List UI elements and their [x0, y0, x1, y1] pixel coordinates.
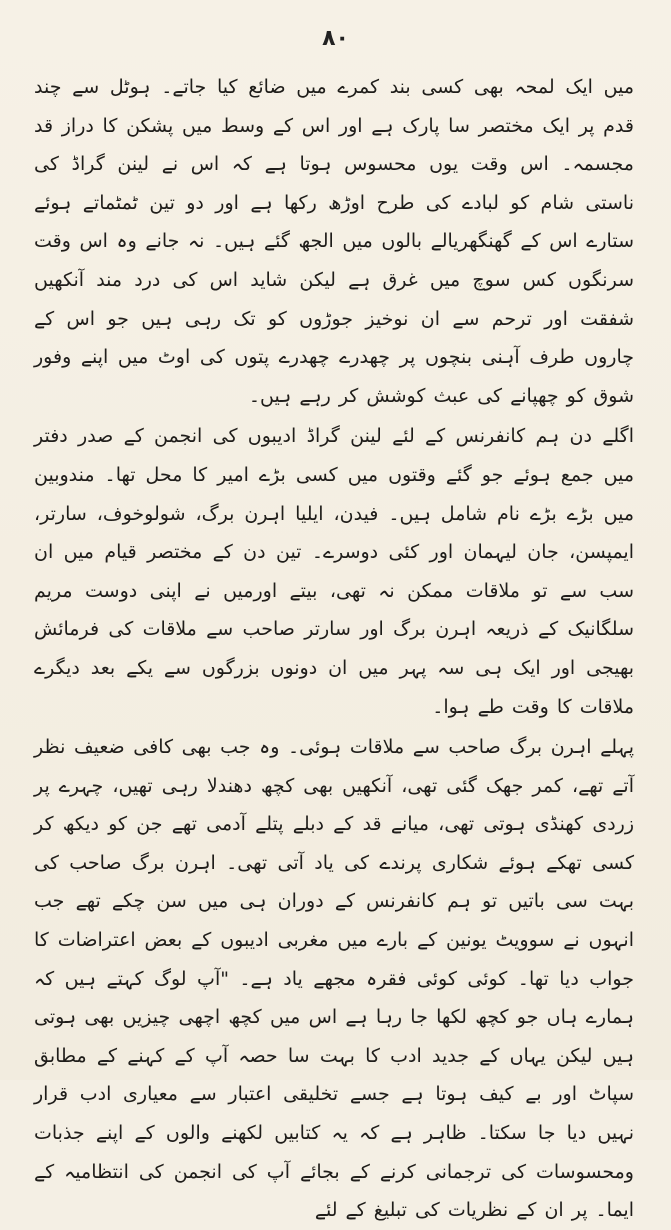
paragraph-2: اگلے دن ہم کانفرنس کے لئے لینن گراڈ ادیبوں کی انجمن کے صدر دفتر میں جمع ہوئے جو گئے وقتوں میں کسی بڑے امیر کا محل تھا۔ مندوبین میں بڑے بڑے نام شامل ہیں۔ فیدن، ایلیا اہرن برگ، شولوخوف، سارتر، ایمپسن، جان لیہمان اور کئی دوسرے۔ تین دن کے مختصر قیام میں ان سب سے تو ملاقات ممکن نہ تھی، بیتے اورمیں نے اپنی دوست مریم سلگانیک کے ذریعہ اہرن برگ اور سارتر صاحب سے ملاقات کی فرمائش بھیجی اور ایک ہی سہ پہر میں ان دونوں بزرگوں سے یکے بعد دیگرے ملاقات کا وقت طے ہوا۔	[34, 425, 634, 718]
page-number: ٨٠	[322, 26, 349, 51]
paragraph-1: میں ایک لمحہ بھی کسی بند کمرے میں ضائع کیا جاتے۔ ہوٹل سے چند قدم پر ایک مختصر سا پارک ہے اور اس کے وسط میں پشکن کا دراز قد مجسمہ۔ اس وقت یوں محسوس ہوتا ہے کہ اس نے لینن گراڈ کی ناستی شام کو لبادے کی طرح اوڑھ رکھا ہے اور دو تین ٹمٹماتے ہوئے ستارے اس کے گھنگھریالے بالوں میں الجھ گئے ہیں۔ نہ جانے وہ اس وقت سرنگوں کس سوچ میں غرق ہے لیکن شاید اس کی درد مند آنکھیں شفقت اور ترحم سے ان نوخیز جوڑوں کو تک رہی ہیں جو اس کے چاروں طرف آہنی بنچوں پر چھدرے چھدرے پتوں کی اوٹ میں اپنے وفور شوق کو چھپانے کی عبث کوشش کر رہے ہیں۔	[34, 76, 634, 407]
page-body	[34, 68, 634, 1222]
paragraph-3: پہلے اہرن برگ صاحب سے ملاقات ہوئی۔ وہ جب بھی کافی ضعیف نظر آتے تھے، کمر جھک گئی تھی، آنکھیں بھی کچھ دھندلا رہی تھیں، چہرے پر زردی کھنڈی ہوتی تھی، میانے قد کے دبلے پتلے آدمی تھے جن کو دیکھ کر کسی تھکے ہوئے شکاری پرندے کی یاد آتی تھی۔ اہرن برگ صاحب کی بہت سی باتیں تو ہم کانفرنس کے دوران ہی میں سن چکے تھے جب انہوں نے سوویٹ یونین کے بارے میں مغربی ادیبوں کے بعض اعتراضات کا جواب دیا تھا۔ کوئی کوئی فقرہ مجھے یاد ہے۔ "آپ لوگ کہتے ہیں کہ ہمارے ہاں جو کچھ لکھا جا رہا ہے اس میں کچھ اچھی چیزیں بھی ہوتی ہیں لیکن یہاں کے جدید ادب کا بہت سا حصہ آپ کے کہنے کے مطابق سپاٹ اور بے کیف ہوتا ہے جسے تخلیقی اعتبار سے معیاری ادب قرار نہیں دیا جا سکتا۔ ظاہر ہے کہ یہ کتابیں لکھنے والوں کے اپنے جذبات ومحسوسات کی ترجمانی کرنے کے بجائے آپ کی انجمن کی انتظامیہ کے ایما۔ پر ان کے نظریات کی تبلیغ کے لئے	[34, 736, 634, 1222]
